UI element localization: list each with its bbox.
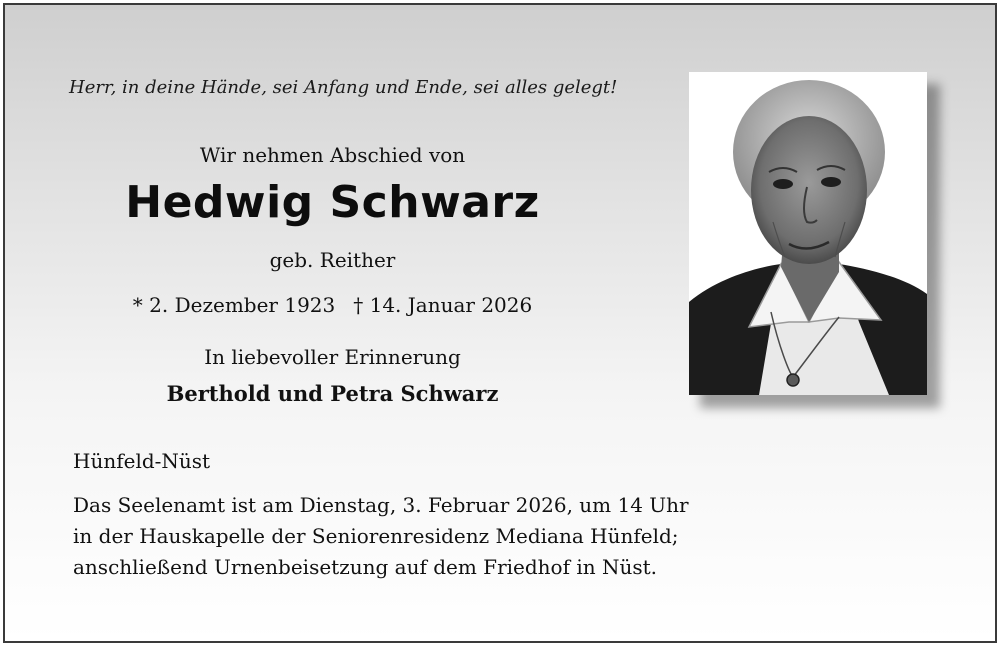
service-details: [73, 490, 689, 583]
life-dates: [65, 293, 600, 317]
maiden-name: geb. Reither: [269, 248, 396, 272]
deceased-name: Hedwig Schwarz: [125, 177, 540, 228]
service-line: Das Seelenamt ist am Dienstag, 3. Februar 2026, um 14 Uhr: [73, 493, 689, 517]
portrait-illustration: [689, 72, 927, 395]
death-date: † 14. Januar 2026: [353, 293, 533, 317]
farewell-intro: Wir nehmen Abschied von: [199, 143, 466, 167]
birth-date: * 2. Dezember 1923: [132, 293, 336, 317]
service-line: in der Hauskapelle der Seniorenresidenz Mediana Hünfeld;: [73, 524, 679, 548]
portrait-photo: [689, 72, 927, 395]
memory-line: In liebevoller Erinnerung: [204, 345, 461, 369]
service-line: anschließend Urnenbeisetzung auf dem Friedhof in Nüst.: [73, 555, 658, 579]
bible-verse-motto: Herr, in deine Hände, sei Anfang und Ende, sei alles gelegt!: [69, 77, 618, 98]
mourning-family: Berthold und Petra Schwarz: [166, 381, 499, 406]
town-name: Hünfeld-Nüst: [73, 449, 211, 473]
